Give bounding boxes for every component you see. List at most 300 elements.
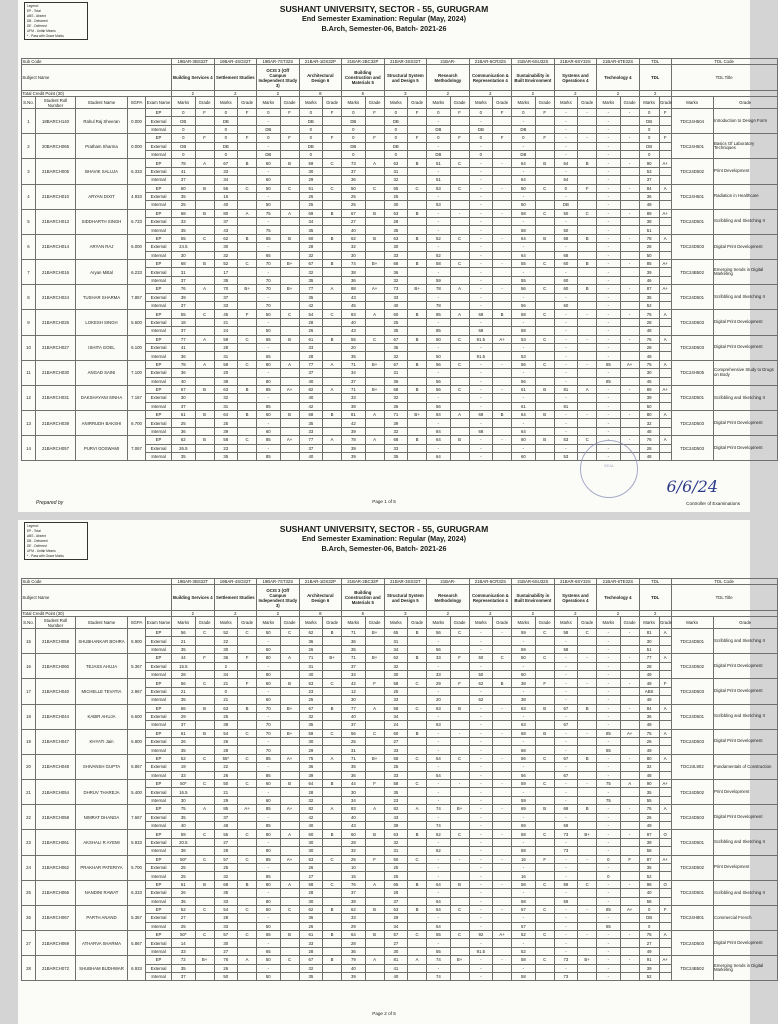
serial-number: 11 [22,360,36,385]
sgpa-header: SGPA [128,97,146,109]
marks-cell: 39 [299,771,323,779]
grade-cell [365,117,384,125]
sgpa-value: 6.333 [128,159,146,184]
marks-cell: 25 [172,863,196,871]
grade-cell [620,889,639,897]
grade-cell: F [408,109,427,117]
grade-cell [450,176,469,184]
marks-cell: 53 [427,201,451,209]
roll-number: 18BARCH140 [36,109,76,134]
marks-cell: 35 [172,645,196,653]
marks-cell: 54 [427,905,451,913]
grade-cell [408,939,427,947]
marks-cell: 56 [427,385,451,393]
marks-cell: 28 [384,889,408,897]
roll-number: 21BARCH069 [36,931,76,956]
grade-cell [280,176,299,184]
marks-header: Marks [427,617,451,629]
marks-cell: 38 [214,721,238,729]
subject-credit: 2 [469,611,512,617]
grade-cell: B [323,931,342,939]
marks-cell: 35 [384,327,408,335]
marks-cell: 21 [172,687,196,695]
marks-cell: 68 [384,436,408,444]
marks-cell: 70 [214,285,238,293]
grade-cell: B [408,209,427,217]
grade-cell: C [535,285,554,293]
marks-cell: - [427,318,451,326]
marks-cell: 39 [639,394,659,402]
marks-cell: - [597,226,621,234]
exam-name: EP [146,436,172,444]
grade-cell [659,821,671,829]
grade-cell: F [365,679,384,687]
marks-cell: 69 [554,821,578,829]
grade-cell [365,771,384,779]
grade-cell: A+ [280,436,299,444]
marks-cell: - [597,973,621,981]
marks-cell: - [597,352,621,360]
marks-cell: 37 [299,444,323,452]
exam-name: External [146,293,172,301]
grade-cell [535,872,554,880]
marks-cell: DB [639,914,659,922]
grade-cell [195,687,214,695]
grade-cell [578,872,597,880]
table-row [22,905,778,913]
grade-cell [493,645,512,653]
exam-name: External [146,863,172,871]
grade-cell: B [578,159,597,167]
grade-cell [659,847,671,855]
marks-cell: 31 [214,352,238,360]
subject-name: Building Construction and Materials 5 [342,65,385,91]
grade-cell [493,394,512,402]
marks-cell: - [469,285,493,293]
grade-cell: B [578,234,597,242]
marks-cell: 63 [512,704,536,712]
serial-number: 14 [22,436,36,461]
header-row [22,585,778,611]
grade-cell [578,687,597,695]
marks-cell: - [554,905,578,913]
marks-cell: - [512,318,536,326]
marks-cell: 35 [172,813,196,821]
grade-cell [659,276,671,284]
grade-cell [408,696,427,704]
grade-cell [365,872,384,880]
marks-cell: - [257,788,281,796]
marks-cell: - [257,117,281,125]
marks-cell: 25 [384,687,408,695]
grade-cell: C [408,754,427,762]
legend-line: UFM - Unfair Means [27,29,56,33]
marks-cell: - [469,863,493,871]
grade-cell [620,964,639,972]
marks-cell: 39 [384,419,408,427]
marks-cell: 55 [384,184,408,192]
grade-cell [620,670,639,678]
exam-name: Internal [146,176,172,184]
marks-cell: 58 [299,880,323,888]
grade-cell [535,973,554,981]
marks-cell: 61 [172,880,196,888]
marks-cell: 32 [299,796,323,804]
marks-cell: - [427,394,451,402]
exam-name: External [146,687,172,695]
grade-cell [408,218,427,226]
grade-cell: A [323,385,342,393]
marks-cell: 78 [172,360,196,368]
student-name: TUSHAR SHARMA [76,285,128,310]
marks-cell: 77 [299,436,323,444]
grade-cell: B [323,234,342,242]
grade-cell [535,947,554,955]
student-name: Rahul Raj Sheeran [76,109,128,134]
grade-cell: C [280,184,299,192]
grade-header: Grade [323,617,342,629]
grade-cell [659,402,671,410]
marks-cell: 34 [384,922,408,930]
sgpa-value: 5.400 [128,780,146,805]
marks-cell: 56 [342,729,366,737]
marks-cell: 40 [384,301,408,309]
grade-cell [620,226,639,234]
tdl-title: Scribbling and Sketching II [713,629,777,654]
subject-name: Systems and Operations 4 [554,65,597,91]
grade-cell [535,838,554,846]
roll-number: 21BARCH005 [36,159,76,184]
grade-cell [450,813,469,821]
subject-credit: 2 [597,91,640,97]
marks-cell: - [554,746,578,754]
grade-cell: B [238,880,257,888]
marks-cell: 68 [554,234,578,242]
grade-cell [535,863,554,871]
marks-cell: 0 [384,109,408,117]
marks-cell: 44 [172,654,196,662]
marks-cell: 65 [384,629,408,637]
grade-cell [238,662,257,670]
marks-cell: 0 [342,150,366,158]
grade-cell [280,813,299,821]
tdl-code: TDC24D501 [671,285,713,310]
grade-cell: B+ [365,385,384,393]
marks-cell: DB [639,117,659,125]
marks-cell: 58 [639,897,659,905]
grade-cell: A [365,805,384,813]
grade-cell [238,268,257,276]
grade-cell [195,201,214,209]
marks-cell: DB [172,117,196,125]
grade-cell [535,176,554,184]
grade-cell [365,276,384,284]
grade-cell [535,293,554,301]
grade-cell [238,939,257,947]
grade-cell [238,125,257,133]
grade-cell [450,402,469,410]
marks-cell: 70 [257,260,281,268]
marks-cell: 33 [172,771,196,779]
grade-cell: A [659,704,671,712]
grade-cell: C [408,704,427,712]
grade-cell [195,301,214,309]
grade-cell [493,738,512,746]
grade-cell [365,670,384,678]
grade-cell [450,301,469,309]
marks-cell: 82 [299,805,323,813]
grade-cell [620,192,639,200]
marks-cell: 42 [299,301,323,309]
marks-cell: 35 [342,352,366,360]
grade-cell [195,167,214,175]
grade-cell: B [408,335,427,343]
grade-cell: A+ [280,805,299,813]
grade-cell [450,662,469,670]
marks-cell: 36 [172,352,196,360]
grade-cell [195,964,214,972]
marks-cell: 73 [554,973,578,981]
grade-cell: A [365,880,384,888]
grade-cell: C [535,310,554,318]
marks-cell: 35 [299,721,323,729]
marks-cell: - [597,327,621,335]
grade-cell: C [195,234,214,242]
grade-cell [620,301,639,309]
marks-cell: - [597,838,621,846]
marks-cell: 64 [427,436,451,444]
grade-cell: A [659,436,671,444]
marks-cell: - [554,369,578,377]
tdl-code: TDC24D501 [671,385,713,410]
marks-cell: 90 [639,159,659,167]
marks-cell: 37 [172,973,196,981]
exam-name: External [146,142,172,150]
grade-cell: A+ [659,385,671,393]
serial-number: 24 [22,855,36,880]
grade-cell [323,687,342,695]
subject-code: 21BAR-1DS32P [299,579,342,585]
grade-cell [659,251,671,259]
subject-code: 21BAR-6SU32S [512,59,555,65]
grade-cell [408,402,427,410]
marks-cell: - [512,419,536,427]
marks-cell: 26 [299,192,323,200]
sgpa-value: 6.600 [128,704,146,729]
marks-cell: 50 [639,402,659,410]
grade-cell [280,838,299,846]
marks-cell: 0 [299,134,323,142]
marks-cell: 36 [384,402,408,410]
grade-header: Grade [280,97,299,109]
marks-cell: 76 [639,436,659,444]
grade-cell: F [535,855,554,863]
marks-cell: 34 [384,712,408,720]
marks-cell: - [469,385,493,393]
grade-header: Grade [195,617,214,629]
sgpa-value: 5.900 [128,629,146,654]
marks-cell: 23 [214,444,238,452]
marks-cell: 55 [172,234,196,242]
grade-cell: A [450,285,469,293]
grade-header: Grade [408,97,427,109]
tdl-code: TDC24H505 [671,360,713,385]
tdl-code: TDC24D501 [671,880,713,905]
marks-cell: 76 [214,956,238,964]
grade-cell [238,377,257,385]
grade-cell [493,847,512,855]
marks-cell: 21 [214,318,238,326]
marks-cell: 28 [299,788,323,796]
marks-cell: 37 [172,402,196,410]
marks-cell: 34 [299,218,323,226]
grade-cell: A [280,830,299,838]
marks-cell: 35 [299,276,323,284]
marks-cell: 0 [512,109,536,117]
grade-cell [450,427,469,435]
marks-cell: - [597,863,621,871]
grade-cell: B [323,411,342,419]
grade-cell [238,427,257,435]
marks-cell: DB [257,150,281,158]
grade-header: Grade [238,617,257,629]
marks-cell: 63 [427,704,451,712]
result-sheet-page-1 [18,0,774,512]
grade-cell: F [195,134,214,142]
grade-cell: C [195,780,214,788]
marks-cell: 37 [214,293,238,301]
tdl-title: Commercial French [713,905,777,930]
grade-cell [280,897,299,905]
marks-cell: 30 [214,645,238,653]
grade-cell: - [620,385,639,393]
exam-name: EP [146,855,172,863]
page-number: Page 2 of 5 [372,1011,396,1016]
marks-cell: 74 [427,805,451,813]
grade-cell: - [620,629,639,637]
grade-cell: C [450,931,469,939]
marks-cell: 60 [257,427,281,435]
marks-cell: - [554,318,578,326]
grade-cell [578,763,597,771]
grade-cell: C [238,931,257,939]
grade-cell: - [620,436,639,444]
marks-cell: 57 [384,931,408,939]
grade-cell [195,872,214,880]
marks-cell: 25 [342,738,366,746]
marks-cell: - [554,763,578,771]
grade-cell: - [578,310,597,318]
grade-cell [659,939,671,947]
grade-cell: C [578,629,597,637]
subject-name: Sustainability in Built Environment [512,585,555,611]
legend-line: DE - Deferred [27,544,47,548]
subject-name: Technology 4 [597,585,640,611]
table-row [22,729,778,737]
grade-cell: - [578,654,597,662]
marks-cell: - [554,150,578,158]
roll-number: 21BARCH048 [36,754,76,779]
marks-cell: - [597,813,621,821]
marks-cell: 84 [427,411,451,419]
marks-cell: 0 [384,125,408,133]
marks-cell: 57 [512,905,536,913]
grade-header: Grade [238,97,257,109]
marks-cell: 73 [554,847,578,855]
grade-cell [365,192,384,200]
marks-cell: 55 [427,931,451,939]
grade-cell [620,377,639,385]
grade-cell [195,914,214,922]
marks-cell: 38 [512,679,536,687]
grade-cell [323,352,342,360]
grade-cell: A+ [280,754,299,762]
grade-cell [408,645,427,653]
grade-cell [535,821,554,829]
grade-cell: B [535,704,554,712]
marks-cell: 72 [172,956,196,964]
marks-cell: DB [427,125,451,133]
grade-cell [659,863,671,871]
marks-cell: 59 [554,897,578,905]
marks-cell: 85 [257,872,281,880]
student-name: Pratham Sharma [76,134,128,159]
subject-credit: 2 [554,611,597,617]
marks-cell: - [257,838,281,846]
grade-cell: B [238,234,257,242]
marks-cell: DB [554,201,578,209]
marks-cell: 50 [257,310,281,318]
grade-cell [659,637,671,645]
marks-cell: - [469,788,493,796]
grade-cell: - [493,209,512,217]
exam-name: External [146,343,172,351]
grade-cell [323,813,342,821]
grade-cell: - [493,780,512,788]
grade-cell: A [365,956,384,964]
grade-header: Grade [713,97,777,109]
marks-cell: 73 [384,285,408,293]
marks-cell: 65 [257,234,281,242]
grade-cell: B [493,411,512,419]
grade-cell: F [450,134,469,142]
marks-cell: 18 [172,318,196,326]
marks-cell: 48 [639,352,659,360]
grade-cell [659,318,671,326]
marks-cell: 0 [427,109,451,117]
marks-cell: 30 [384,201,408,209]
marks-cell: - [469,905,493,913]
marks-cell: 40 [384,973,408,981]
marks-cell: 25 [214,712,238,720]
serial-number: 18 [22,704,36,729]
marks-cell: 30 [299,847,323,855]
marks-cell: 35 [172,897,196,905]
marks-cell: - [257,142,281,150]
grade-header: Grade [408,617,427,629]
marks-header: Marks [384,97,408,109]
grade-cell [659,142,671,150]
marks-cell: - [427,209,451,217]
marks-cell: 0 [172,109,196,117]
exam-name: Internal [146,201,172,209]
exam-name: Internal [146,973,172,981]
subject-credit: 2 [257,611,300,617]
grade-cell: C [450,754,469,762]
marks-cell: 30 [214,939,238,947]
marks-cell: 40 [214,201,238,209]
marks-cell: 33 [342,914,366,922]
